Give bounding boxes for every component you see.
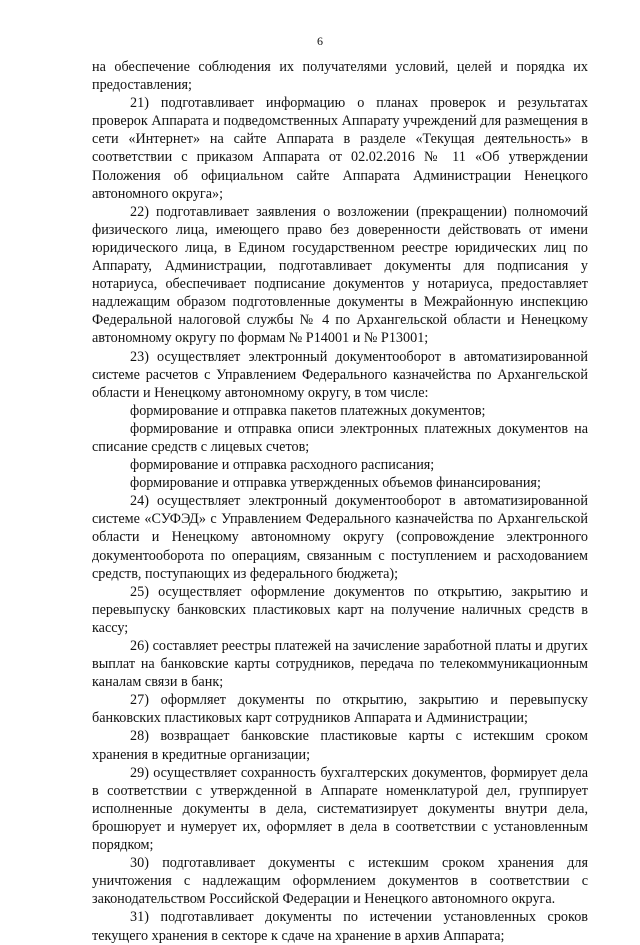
document-body <box>92 58 588 945</box>
paragraph: 24) осуществляет электронный документооборот в автоматизированной системе «СУФЭД» с Управлением Федерального казначейства по Архангельской области и Ненецкому автономному округу (сопровождение электронного документооборота по операциям, связанным с поступлением и расходованием средств, поступающих из федерального бюджета); <box>92 493 588 582</box>
paragraph: формирование и отправка пакетов платежных документов; <box>130 402 486 419</box>
paragraph: 29) осуществляет сохранность бухгалтерских документов, формирует дела в соответствии с утвержденной в Аппарате номенклатурой дел, группирует исполненные документы в дела, систематизирует документы внутри дела, брошюрует и нумерует их, оформляет в дела в соответствии с установленным порядком; <box>92 764 588 854</box>
paragraph: 25) осуществляет оформление документов по открытию, закрытию и перевыпуску банковских пластиковых карт на получение наличных средств в кассу; <box>92 583 588 636</box>
paragraph: 28) возвращает банковские пластиковые карты с истекшим сроком хранения в кредитные организации; <box>92 728 588 763</box>
page-number: 6 <box>317 34 323 48</box>
paragraph: формирование и отправка расходного расписания; <box>130 457 435 474</box>
paragraph: на обеспечение соблюдения их получателями условий, целей и порядка их предоставления; <box>92 59 588 94</box>
paragraph: 27) оформляет документы по открытию, закрытию и перевыпуску банковских пластиковых карт сотрудников Аппарата и Администрации; <box>92 692 588 727</box>
paragraph: формирование и отправка описи электронных платежных документов на списание средств с лицевых счетов; <box>92 420 588 455</box>
paragraph: 23) осуществляет электронный документооборот в автоматизированной системе расчетов с Управлением Федерального казначейства по Архангельской области и Ненецкому автономному округу, в том числе: <box>92 348 588 401</box>
paragraph: 30) подготавливает документы с истекшим сроком хранения для уничтожения с надлежащим оформлением документов в соответствии с законодательством Российской Федерации и Ненецкого автономного округа. <box>92 855 588 908</box>
paragraph: 21) подготавливает информацию о планах проверок и результатах проверок Аппарата и подведомственных Аппарату учреждений для размещения в сети «Интернет» на сайте Аппарата в разделе «Текущая деятельность» в соответствии с приказом Аппарата от 02.02.2016 № 11 «Об утверждении Положения об официальном сайте Аппарата Администрации Ненецкого автономного округа»; <box>92 95 588 202</box>
paragraph: 22) подготавливает заявления о возложении (прекращении) полномочий физического лица, имеющего право без доверенности действовать от имени юридического лица, в Едином государственном реестре юридических лиц по Аппарату, Администрации, подготавливает документы для подписания у нотариуса, обеспечивает подписание документов у нотариуса, предоставляет надлежащим образом подготовленные документы в Межрайонную инспекцию Федеральной налоговой службы № 4 по Архангельской области и Ненецкому автономному округу по формам № Р14001 и № Р13001; <box>92 203 588 347</box>
paragraph: 31) подготавливает документы по истечении установленных сроков текущего хранения в секторе к сдаче на хранение в архив Аппарата; <box>92 909 588 944</box>
paragraph: 26) составляет реестры платежей на зачисление заработной платы и других выплат на банковские карты сотрудников, передача по телекоммуникационным каналам связи в банк; <box>92 638 588 691</box>
paragraph: формирование и отправка утвержденных объемов финансирования; <box>130 475 541 492</box>
